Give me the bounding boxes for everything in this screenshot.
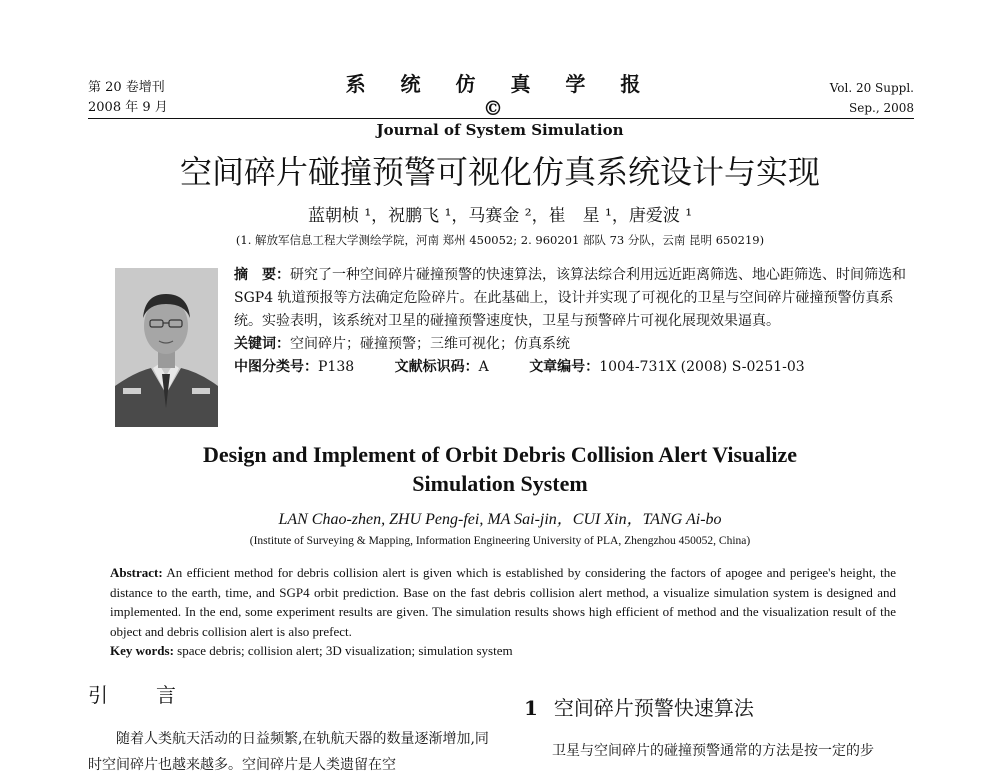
paper-title-en-line2: Simulation System bbox=[412, 471, 588, 496]
paper-title-cn: 空间碎片碰撞预警可视化仿真系统设计与实现 bbox=[179, 153, 820, 191]
date-en: Sep., 2008 bbox=[849, 101, 914, 115]
paper-title-en bbox=[0, 440, 1000, 498]
author-photo bbox=[115, 268, 218, 427]
intro-paragraph: 随着人类航天活动的日益频繁,在轨航天器的数量逐渐增加,同时空间碎片也越来越多。空间碎片是人类遗留在空 bbox=[88, 731, 489, 773]
keywords-cn-label: 关键词： bbox=[234, 336, 290, 352]
abstract-en bbox=[110, 563, 896, 641]
authors-cn: 蓝朝桢 ¹，祝鹏飞 ¹，马赛金 ²，崔 星 ¹，唐爱波 ¹ bbox=[307, 206, 693, 226]
chinese-abstract-block bbox=[234, 264, 914, 379]
authors-en: LAN Chao-zhen, ZHU Peng-fei, MA Sai-jin，CUI Xin，TANG Ai-bo bbox=[278, 511, 722, 528]
abstract-en-label: Abstract: bbox=[110, 565, 163, 580]
keywords-cn-text: 空间碎片；碰撞预警；三维可视化；仿真系统 bbox=[290, 336, 570, 352]
abstract-cn bbox=[234, 264, 914, 333]
header-center bbox=[340, 72, 660, 140]
clc-value: P138 bbox=[318, 359, 355, 375]
section-1-number: 1 bbox=[524, 696, 538, 720]
doc-code-label: 文献标识码： bbox=[394, 359, 479, 375]
abstract-en-text: An efficient method for debris collision alert is given which is established by considering the factors of apogee and perigee's height, the distance to the earth, time, and SGP4 orbit prediction. Base on the fast debris collision alert method, a visualize simulation system is designed and implemented. In the end, some experiment results are given. The simulation results shows high efficient of method and the visualization result of the object and debris collision alert is also prefect. bbox=[110, 565, 896, 639]
article-number-label: 文章编号： bbox=[529, 359, 600, 375]
section-heading-intro: 引 言 bbox=[88, 683, 190, 707]
section-1-paragraph: 卫星与空间碎片的碰撞预警通常的方法是按一定的步 bbox=[552, 743, 874, 759]
volume-cn: 第 20 卷增刊 bbox=[88, 80, 165, 95]
author-portrait-image bbox=[115, 268, 218, 427]
keywords-en-label: Key words: bbox=[110, 643, 174, 658]
affiliation-cn: (1. 解放军信息工程大学测绘学院，河南 郑州 450052; 2. 960201 部队 73 分队，云南 昆明 650219) bbox=[235, 233, 765, 247]
abstract-cn-label: 摘 要： bbox=[234, 267, 290, 283]
keywords-en-text: space debris; collision alert; 3D visualization; simulation system bbox=[177, 643, 513, 658]
classification-row bbox=[234, 356, 914, 379]
section-heading-1 bbox=[524, 695, 754, 721]
doc-code-value: A bbox=[478, 359, 489, 375]
english-abstract-block bbox=[110, 563, 896, 661]
journal-name-cn: 系 统 仿 真 学 报© bbox=[345, 72, 655, 120]
paper-title-en-line1: Design and Implement of Orbit Debris Collision Alert Visualize bbox=[203, 442, 797, 467]
header-right bbox=[830, 78, 914, 118]
header-left bbox=[88, 78, 168, 118]
header-rule bbox=[88, 118, 914, 119]
article-number-value: 1004-731X (2008) S-0251-03 bbox=[599, 359, 805, 375]
clc-label: 中图分类号： bbox=[234, 359, 318, 375]
abstract-cn-text: 研究了一种空间碎片碰撞预警的快速算法，该算法综合利用远近距离筛选、地心距筛选、时间筛选和 SGP4 轨道预报等方法确定危险碎片。在此基础上，设计并实现了可视化的卫星与空间碎片碰撞预警仿真系统。实验表明，该系统对卫星的碰撞预警速度快，卫星与预警碎片可视化展现效果逼真。 bbox=[234, 267, 906, 329]
affiliation-en: (Institute of Surveying & Mapping, Information Engineering University of PLA, Zhengzhou 450052, China) bbox=[249, 535, 751, 547]
keywords-en bbox=[110, 641, 896, 661]
keywords-cn bbox=[234, 333, 914, 356]
journal-name-en: Journal of System Simulation bbox=[376, 121, 624, 139]
volume-en: Vol. 20 Suppl. bbox=[829, 81, 914, 95]
section-1-title: 空间碎片预警快速算法 bbox=[553, 696, 754, 720]
date-cn: 2008 年 9 月 bbox=[88, 100, 168, 115]
